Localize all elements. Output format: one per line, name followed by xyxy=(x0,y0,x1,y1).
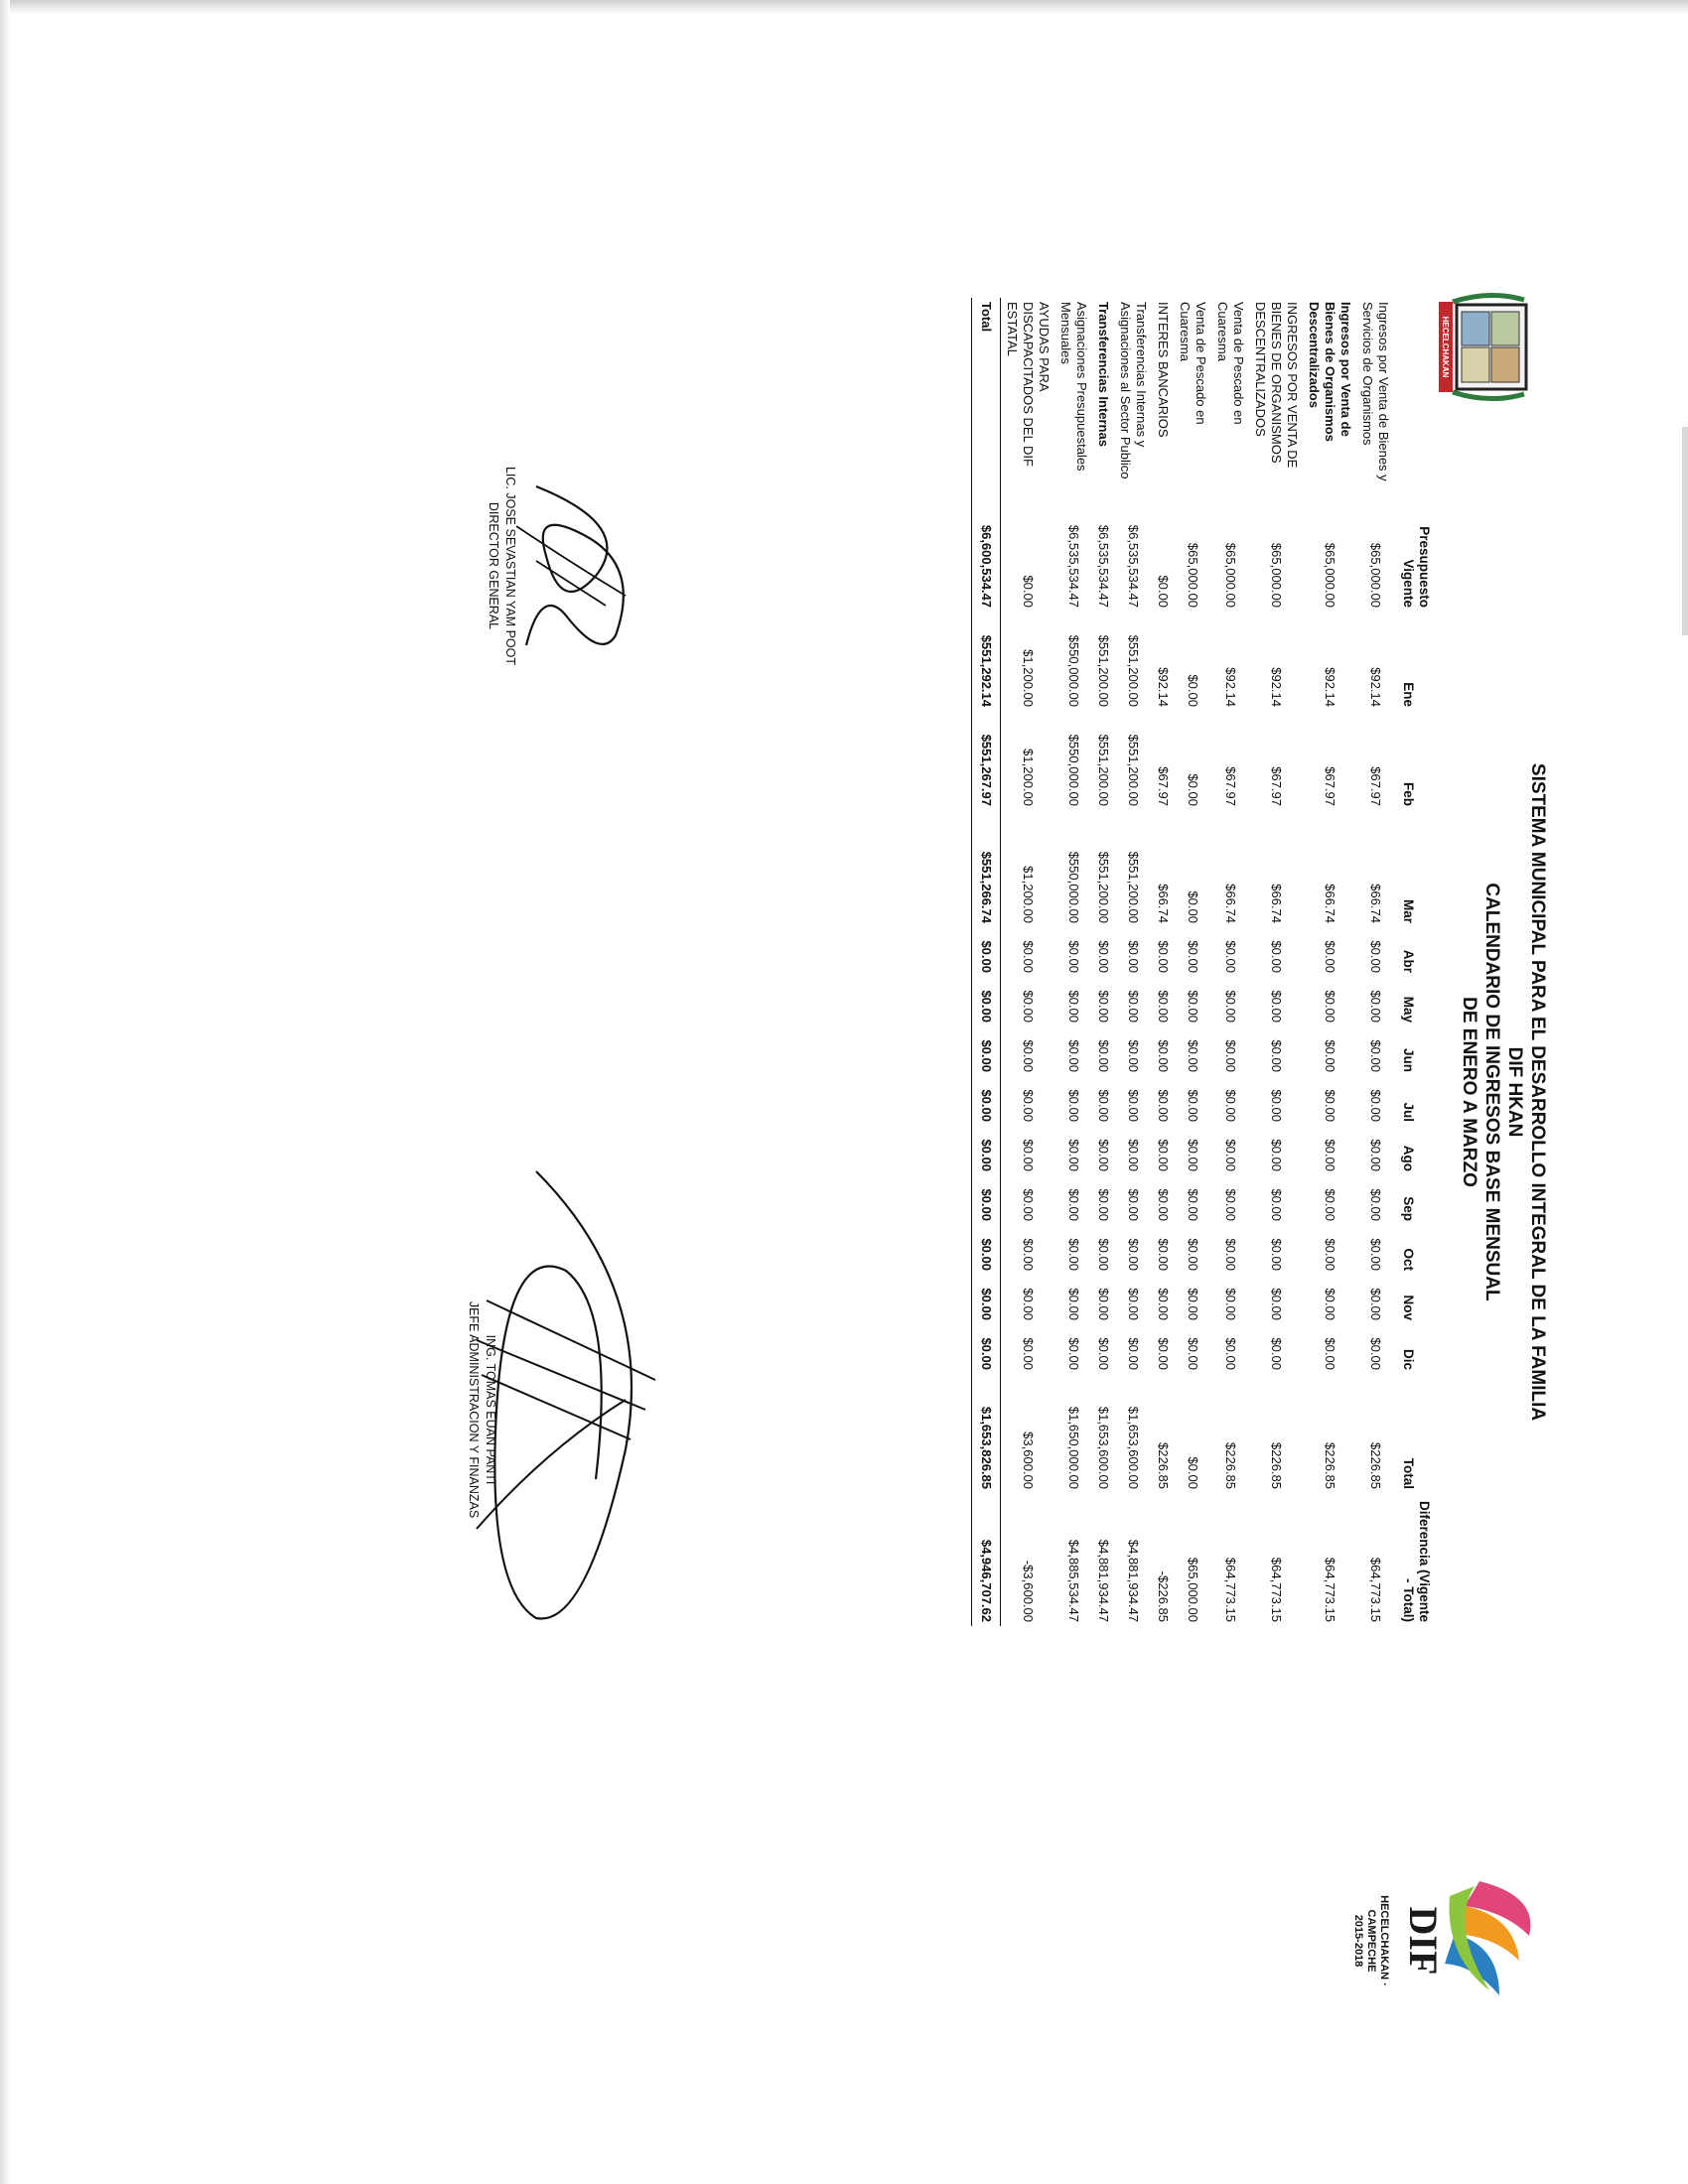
table-cell: $0.00 xyxy=(1269,940,1284,973)
table-cell: $0.00 xyxy=(1186,1089,1200,1122)
table-cell: $67.97 xyxy=(1323,766,1337,806)
table-cell: $0.00 xyxy=(1156,1188,1171,1221)
dif-wordmark-text: DIF xyxy=(1401,1906,1446,1976)
table-cell: $0.00 xyxy=(1368,1337,1383,1370)
column-header: Ene xyxy=(1401,682,1416,707)
table-cell: $0.00 xyxy=(972,1225,1001,1275)
table-cell: $550,000.00 xyxy=(1066,851,1081,923)
table-cell: $0.00 xyxy=(1021,1238,1036,1271)
table-cell: $0.00 xyxy=(1368,1039,1383,1072)
table-cell: $0.00 xyxy=(1323,990,1337,1023)
row-label: Venta de Pescado en Cuaresma xyxy=(1178,302,1208,425)
table-cell: $0.00 xyxy=(1323,1288,1337,1320)
table-cell: $0.00 xyxy=(1126,1337,1141,1370)
table-cell: $226.85 xyxy=(1323,1442,1337,1489)
table-row xyxy=(1174,298,1211,1626)
table-cell: $226.85 xyxy=(1223,1442,1238,1489)
report-title: CALENDARIO DE INGRESOS BASE MENSUAL xyxy=(1481,883,1502,1301)
table-cell: $0.00 xyxy=(1186,1337,1200,1370)
table-cell: $0.00 xyxy=(1269,1139,1284,1171)
table-cell: $6,535,534.47 xyxy=(1126,524,1141,608)
table-cell: $0.00 xyxy=(1223,990,1238,1023)
table-cell: $0.00 xyxy=(1186,1139,1200,1171)
table-cell: $0.00 xyxy=(1269,990,1284,1023)
table-cell: $226.85 xyxy=(1269,1442,1284,1489)
table-cell: $66.74 xyxy=(1269,884,1284,923)
table-row xyxy=(1356,298,1394,1626)
table-cell: $0.00 xyxy=(1323,1139,1337,1171)
table-cell: $67.97 xyxy=(1368,766,1383,806)
table-cell: $0.00 xyxy=(1368,990,1383,1023)
table-cell: $92.14 xyxy=(1223,667,1238,707)
table-cell: $66.74 xyxy=(1323,884,1337,923)
table-cell: $0.00 xyxy=(1126,1089,1141,1122)
table-row xyxy=(1055,298,1092,1626)
signer-role: JEFE ADMINISTRACION Y FINANZAS xyxy=(467,1300,481,1519)
table-cell: $0.00 xyxy=(1126,1288,1141,1320)
column-header: Abr xyxy=(1401,949,1416,973)
table-cell: $551,200.00 xyxy=(1126,634,1141,707)
signature-director xyxy=(496,467,655,675)
row-label: Transferencias Internas y Asignaciones al Sector Publico xyxy=(1118,302,1149,479)
table-cell: $0.00 xyxy=(1186,1456,1200,1489)
table-cell: $0.00 xyxy=(1223,1337,1238,1370)
column-header: Mar xyxy=(1401,898,1416,923)
table-cell: $0.00 xyxy=(1021,1188,1036,1221)
table-cell: $0.00 xyxy=(1156,1139,1171,1171)
table-cell: $0.00 xyxy=(1156,1089,1171,1122)
table-cell: $6,535,534.47 xyxy=(1096,524,1111,608)
table-cell: $0.00 xyxy=(1126,1188,1141,1221)
table-cell: $0.00 xyxy=(1021,1139,1036,1171)
table-cell: $4,946,707.62 xyxy=(972,1493,1001,1626)
table-cell: $551,200.00 xyxy=(1126,851,1141,923)
table-row xyxy=(1249,298,1303,1626)
column-header: Feb xyxy=(1401,781,1416,806)
table-cell: $0.00 xyxy=(1269,1188,1284,1221)
table-cell: $0.00 xyxy=(972,1324,1001,1374)
table-cell: $0.00 xyxy=(1186,1238,1200,1271)
table-cell: $4,885,534.47 xyxy=(1066,1539,1081,1622)
table-cell: $0.00 xyxy=(1066,1238,1081,1271)
table-cell: $0.00 xyxy=(1269,1288,1284,1320)
column-header: Oct xyxy=(1401,1248,1416,1271)
table-row xyxy=(1211,298,1249,1626)
table-cell: $65,000.00 xyxy=(1223,542,1238,608)
table-cell: $0.00 xyxy=(1021,1337,1036,1370)
table-cell: $92.14 xyxy=(1156,667,1171,707)
table-cell: $0.00 xyxy=(1126,940,1141,973)
report-period: DE ENERO A MARZO xyxy=(1459,997,1479,1187)
table-cell: $0.00 xyxy=(1156,1288,1171,1320)
table-cell: $0.00 xyxy=(972,1026,1001,1076)
income-calendar-table xyxy=(971,298,1432,1626)
table-cell: $551,200.00 xyxy=(1096,634,1111,707)
table-cell: $0.00 xyxy=(1021,1288,1036,1320)
column-header: Jul xyxy=(1401,1102,1416,1122)
table-cell: $0.00 xyxy=(1156,1039,1171,1072)
table-cell: $6,535,534.47 xyxy=(1066,524,1081,608)
table-cell: $66.74 xyxy=(1156,884,1171,923)
table-cell: $92.14 xyxy=(1368,667,1383,707)
table-cell: $0.00 xyxy=(1021,1039,1036,1072)
table-cell: $67.97 xyxy=(1223,766,1238,806)
table-cell: $226.85 xyxy=(1156,1442,1171,1489)
signer-name: LIC. JOSE SEVASTIAN YAM POOT xyxy=(503,466,517,666)
table-cell: $1,200.00 xyxy=(1021,749,1036,806)
table-row xyxy=(1303,298,1356,1626)
table-cell: $0.00 xyxy=(1368,1139,1383,1171)
row-label: Ingresos por Venta de Bienes de Organismos Descentralizados xyxy=(1307,302,1353,442)
table-cell: $0.00 xyxy=(1368,1089,1383,1122)
dif-logo-caption xyxy=(1351,1886,1390,1995)
table-cell: $0.00 xyxy=(1186,990,1200,1023)
table-cell: $0.00 xyxy=(1323,1039,1337,1072)
row-label: Total xyxy=(972,298,1001,486)
table-cell: $0.00 xyxy=(1066,1288,1081,1320)
table-cell: $66.74 xyxy=(1223,884,1238,923)
table-cell: $0.00 xyxy=(1066,1337,1081,1370)
table-cell: $0.00 xyxy=(1021,990,1036,1023)
table-cell: $0.00 xyxy=(1126,1139,1141,1171)
signer-name: ING. TOMAS EUAN PANTI xyxy=(484,1334,497,1485)
column-header: Diferencia (Vigente - Total) xyxy=(1401,1500,1432,1622)
table-cell: $550,000.00 xyxy=(1066,734,1081,806)
table-cell: $64,773.15 xyxy=(1368,1557,1383,1622)
table-cell: $0.00 xyxy=(1223,1238,1238,1271)
column-header: Presupuesto Vigente xyxy=(1401,526,1432,608)
table-cell: $0.00 xyxy=(1096,1288,1111,1320)
table-cell: $0.00 xyxy=(1066,940,1081,973)
table-cell: $0.00 xyxy=(1096,1039,1111,1072)
entity-title: DIF HKAN xyxy=(1504,1046,1525,1138)
table-cell: $0.00 xyxy=(1096,1238,1111,1271)
table-cell: $64,773.15 xyxy=(1223,1557,1238,1622)
table-cell: $0.00 xyxy=(1269,1039,1284,1072)
column-header: Ago xyxy=(1401,1145,1416,1171)
table-cell: $0.00 xyxy=(972,1076,1001,1126)
table-cell: $67.97 xyxy=(1269,766,1284,806)
dif-logo-subtitle: HECELCHAKAN · CAMPECHE xyxy=(1365,1895,1390,1986)
table-cell: $0.00 xyxy=(1223,1188,1238,1221)
table-cell: $1,653,826.85 xyxy=(972,1374,1001,1493)
row-label: AYUDAS PARA DISCAPACITADOS DEL DIF ESTATAL xyxy=(1005,302,1052,467)
row-label: Venta de Pescado en Cuaresma xyxy=(1215,302,1246,425)
table-cell: $0.00 xyxy=(1096,1139,1111,1171)
table-cell: $0.00 xyxy=(1156,1337,1171,1370)
table-cell: $551,292.14 xyxy=(972,612,1001,711)
table-cell: $92.14 xyxy=(1269,667,1284,707)
total-row xyxy=(972,298,1001,1626)
table-row xyxy=(1001,298,1055,1626)
table-cell: $0.00 xyxy=(1156,575,1171,608)
table-cell: $65,000.00 xyxy=(1368,542,1383,608)
dif-logo-years: 2015-2018 xyxy=(1352,1914,1364,1968)
table-cell: $551,267.97 xyxy=(972,711,1001,810)
table-cell: $0.00 xyxy=(1021,575,1036,608)
document-header xyxy=(1458,0,1549,2184)
table-cell: $4,881,934.47 xyxy=(1126,1539,1141,1622)
table-cell: $0.00 xyxy=(1096,1188,1111,1221)
table-cell: $0.00 xyxy=(1269,1337,1284,1370)
column-header: Nov xyxy=(1401,1295,1416,1320)
column-header: Jun xyxy=(1401,1047,1416,1072)
table-cell: $0.00 xyxy=(1368,1188,1383,1221)
table-cell: $0.00 xyxy=(1223,1139,1238,1171)
table-cell: $1,653,600.00 xyxy=(1096,1406,1111,1489)
signer-role: DIRECTOR GENERAL xyxy=(487,501,500,630)
table-cell: $0.00 xyxy=(1368,1238,1383,1271)
table-cell: $0.00 xyxy=(1323,1089,1337,1122)
table-header-row xyxy=(1394,298,1432,1626)
table-cell: $0.00 xyxy=(1186,1188,1200,1221)
table-cell: $0.00 xyxy=(1066,1089,1081,1122)
table-cell: $64,773.15 xyxy=(1323,1557,1337,1622)
table-cell: $1,650,000.00 xyxy=(1066,1406,1081,1489)
table-cell: $65,000.00 xyxy=(1323,542,1337,608)
table-cell: -$226.85 xyxy=(1156,1570,1171,1622)
table-cell: $226.85 xyxy=(1368,1442,1383,1489)
table-body xyxy=(972,298,1395,1626)
signature-block-director xyxy=(485,437,518,695)
column-header: Sep xyxy=(1401,1196,1416,1221)
table-cell: $551,266.74 xyxy=(972,810,1001,927)
table-cell: $0.00 xyxy=(1223,1039,1238,1072)
table-cell: $1,200.00 xyxy=(1021,866,1036,923)
table-cell: $0.00 xyxy=(1186,1039,1200,1072)
table-cell: $0.00 xyxy=(1186,940,1200,973)
table-cell: $0.00 xyxy=(1156,1238,1171,1271)
table-cell: $0.00 xyxy=(1323,1337,1337,1370)
table-cell: $0.00 xyxy=(972,1175,1001,1225)
table-cell: $0.00 xyxy=(1126,1238,1141,1271)
signature-block-finance xyxy=(465,1261,498,1559)
table-cell: $65,000.00 xyxy=(1269,542,1284,608)
column-header: May xyxy=(1401,996,1416,1023)
table-cell: $0.00 xyxy=(1156,940,1171,973)
table-cell: $0.00 xyxy=(1066,1039,1081,1072)
table-cell: $4,881,934.47 xyxy=(1096,1539,1111,1622)
table-cell: $0.00 xyxy=(1186,1288,1200,1320)
table-cell: $0.00 xyxy=(1186,890,1200,923)
table-cell: $551,200.00 xyxy=(1096,734,1111,806)
seal-lettering: HECELCHAKAN xyxy=(1441,316,1450,378)
table-cell: $0.00 xyxy=(1323,1238,1337,1271)
table-cell: -$3,600.00 xyxy=(1021,1560,1036,1622)
table-row xyxy=(1092,298,1114,1626)
table-cell: $6,600,534.47 xyxy=(972,486,1001,612)
table-cell: $0.00 xyxy=(1323,1188,1337,1221)
table-cell: $0.00 xyxy=(1096,1089,1111,1122)
table-cell: $0.00 xyxy=(1096,940,1111,973)
table-cell: $0.00 xyxy=(1223,1089,1238,1122)
table-cell: $92.14 xyxy=(1323,667,1337,707)
table-cell: $0.00 xyxy=(1186,674,1200,707)
table-cell: $66.74 xyxy=(1368,884,1383,923)
row-label: Transferencias Internas xyxy=(1096,302,1111,447)
table-cell: $550,000.00 xyxy=(1066,634,1081,707)
table-cell: $0.00 xyxy=(1269,1238,1284,1271)
table-cell: $0.00 xyxy=(972,1275,1001,1324)
table-row xyxy=(1152,298,1174,1626)
table-cell: $0.00 xyxy=(1096,1337,1111,1370)
table-cell: $0.00 xyxy=(1156,990,1171,1023)
table-cell: $0.00 xyxy=(1066,1188,1081,1221)
table-cell: $0.00 xyxy=(972,1126,1001,1175)
table-cell: $0.00 xyxy=(972,977,1001,1026)
table-cell: $67.97 xyxy=(1156,766,1171,806)
table-cell: $0.00 xyxy=(1096,990,1111,1023)
row-label: INGRESOS POR VENTA DE BIENES DE ORGANISMOS DESCENTRALIZADOS xyxy=(1253,302,1300,469)
table-cell: $0.00 xyxy=(1126,990,1141,1023)
table-cell: $0.00 xyxy=(972,927,1001,977)
column-header-concept xyxy=(1394,298,1432,486)
table-cell: $3,600.00 xyxy=(1021,1432,1036,1489)
table-row xyxy=(1114,298,1152,1626)
column-header: Total xyxy=(1401,1457,1416,1489)
table-cell: $65,000.00 xyxy=(1186,1557,1200,1622)
org-title: SISTEMA MUNICIPAL PARA EL DESARROLLO INTEGRAL DE LA FAMILIA xyxy=(1527,762,1548,1422)
row-label: INTERES BANCARIOS xyxy=(1156,302,1171,438)
table-cell: $551,200.00 xyxy=(1096,851,1111,923)
table-cell: $0.00 xyxy=(1126,1039,1141,1072)
table-cell: $0.00 xyxy=(1066,990,1081,1023)
table-cell: $0.00 xyxy=(1269,1089,1284,1122)
table-cell: $0.00 xyxy=(1368,940,1383,973)
table-cell: $0.00 xyxy=(1223,1288,1238,1320)
table-cell: $0.00 xyxy=(1066,1139,1081,1171)
table-cell: $1,653,600.00 xyxy=(1126,1406,1141,1489)
table-cell: $0.00 xyxy=(1021,1089,1036,1122)
table-cell: $0.00 xyxy=(1021,940,1036,973)
table-cell: $0.00 xyxy=(1223,940,1238,973)
column-header: Dic xyxy=(1401,1348,1416,1370)
table-cell: $0.00 xyxy=(1186,773,1200,806)
row-label: Asignaciones Presupuestales Mensuales xyxy=(1058,302,1089,472)
table-cell: $0.00 xyxy=(1368,1288,1383,1320)
table-cell: $551,200.00 xyxy=(1126,734,1141,806)
table-cell: $1,200.00 xyxy=(1021,649,1036,707)
table-cell: $0.00 xyxy=(1323,940,1337,973)
row-label: Ingresos por Venta de Bienes y Servicios de Organismos xyxy=(1360,302,1391,481)
table-cell: $64,773.15 xyxy=(1269,1557,1284,1622)
table-cell: $65,000.00 xyxy=(1186,542,1200,608)
